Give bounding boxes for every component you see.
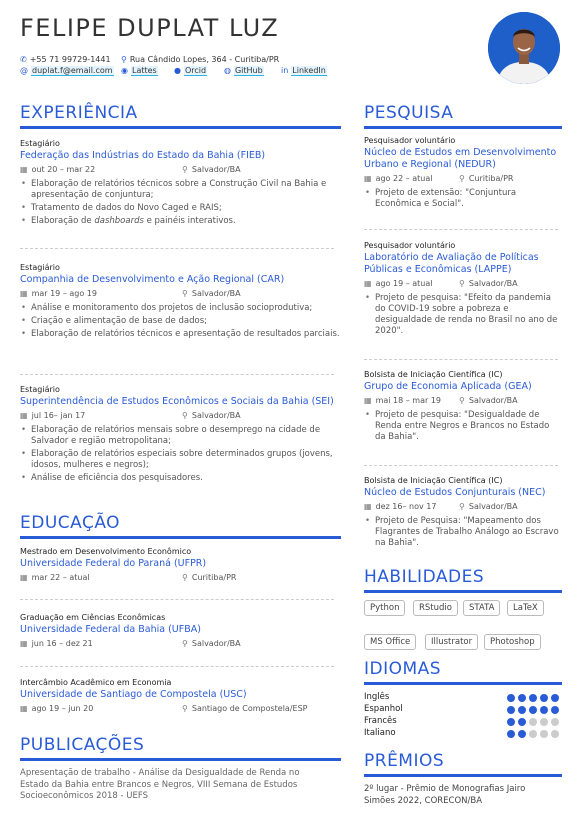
map-pin-icon: ⚲	[459, 279, 465, 288]
calendar-icon: ▦	[20, 289, 28, 298]
publication-text	[20, 768, 341, 803]
entry-bullets	[20, 425, 341, 484]
location-text: Salvador/BA	[468, 279, 518, 288]
entry-meta	[364, 395, 560, 407]
entry-meta	[20, 703, 341, 715]
github-link[interactable]	[224, 66, 264, 75]
map-pin-icon: ⚲	[459, 396, 465, 405]
level-dot-filled	[507, 706, 515, 714]
location-text: Curitiba/PR	[191, 573, 237, 582]
entry-org: Grupo de Economia Aplicada (GEA)	[364, 381, 532, 392]
awards-rule	[364, 774, 562, 777]
calendar-icon: ▦	[364, 502, 372, 511]
experience-entry	[20, 384, 341, 486]
language-level	[507, 706, 559, 714]
map-pin-icon: ⚲	[182, 411, 188, 420]
research-rule	[364, 126, 562, 129]
map-pin-icon: ⚲	[182, 289, 188, 298]
education-entry	[20, 677, 341, 715]
map-pin-icon: ⚲	[459, 502, 465, 511]
divider	[20, 599, 334, 600]
entry-date: mai 18 – mar 19	[375, 396, 441, 405]
map-pin-icon: ⚲	[182, 165, 188, 174]
bullet: • Criação e alimentação de base de dados;	[31, 316, 341, 327]
entry-org: Núcleo de Estudos em Desenvolvimento Urbano e Regional (NEDUR)	[364, 147, 557, 170]
experience-rule	[20, 126, 341, 129]
education-title: EDUCAÇÃO	[20, 513, 121, 533]
awards-title: PRÊMIOS	[364, 751, 445, 771]
github-text[interactable]: GitHub	[234, 66, 263, 75]
divider	[20, 666, 334, 667]
location-text: Salvador/BA	[191, 289, 241, 298]
entry-org: Universidade Federal da Bahia (UFBA)	[20, 624, 201, 635]
entry-role: Intercâmbio Acadêmico em Economia	[20, 678, 172, 687]
languages-rule	[364, 682, 562, 685]
location-text: Salvador/BA	[191, 411, 241, 420]
level-dot-filled	[551, 706, 559, 714]
github-icon: ◍	[224, 66, 231, 75]
research-entry	[364, 135, 560, 212]
level-dot-empty	[551, 718, 559, 726]
location-text: Salvador/BA	[468, 502, 518, 511]
bullet: • Elaboração de relatórios especiais sobre determinados grupos (jovens, idosos, mulheres e negros);	[31, 449, 341, 471]
linkedin-link[interactable]	[281, 66, 327, 75]
entry-org: Companhia de Desenvolvimento e Ação Regional (CAR)	[20, 274, 285, 285]
entry-location	[182, 703, 307, 715]
award-text	[364, 784, 562, 807]
language-name: Inglês	[364, 692, 390, 702]
location-text: Salvador/BA	[468, 396, 518, 405]
lattes-link[interactable]	[121, 66, 158, 75]
calendar-icon: ▦	[20, 704, 28, 713]
entry-meta	[20, 410, 341, 422]
divider	[364, 359, 558, 360]
entry-location	[459, 278, 518, 290]
orcid-text[interactable]: Orcid	[184, 66, 207, 75]
calendar-icon: ▦	[364, 174, 372, 183]
map-pin-icon: ⚲	[182, 573, 188, 582]
entry-meta	[20, 638, 341, 650]
avatar-illustration	[488, 12, 560, 84]
entry-org: Superintendência de Estudos Econômicos e Sociais da Bahia (SEI)	[20, 396, 334, 407]
experience-title: EXPERIÊNCIA	[20, 103, 138, 123]
phone	[20, 55, 111, 64]
level-dot-empty	[551, 730, 559, 738]
skill-tag: MS Office	[364, 634, 416, 650]
level-dot-filled	[518, 694, 526, 702]
lattes-text[interactable]: Lattes	[131, 66, 157, 75]
entry-bullets	[364, 410, 560, 443]
entry-role: Graduação em Ciências Econômicas	[20, 613, 166, 622]
bullet: • Elaboração de relatórios mensais sobre o desemprego na cidade de Salvador e região metropolitana;	[31, 425, 341, 447]
skill-tag: Photoshop	[484, 634, 541, 650]
education-entry	[20, 612, 341, 650]
entry-role: Estagiário	[20, 139, 60, 148]
entry-meta	[364, 173, 560, 185]
divider	[364, 465, 558, 466]
entry-bullets	[364, 188, 560, 210]
divider	[20, 374, 334, 375]
bullet: • Tratamento de dados do Novo Caged e RAIS;	[31, 203, 341, 214]
publication-line: Estado da Bahia entre Brancos e Negros, VIII Semana de Estudos	[20, 779, 298, 790]
entry-location	[459, 395, 518, 407]
calendar-icon: ▦	[364, 279, 372, 288]
profile-photo	[488, 12, 560, 84]
research-entry	[364, 369, 560, 445]
skill-tag: Illustrator	[425, 634, 478, 650]
divider	[364, 229, 558, 230]
language-name: Espanhol	[364, 704, 403, 714]
map-pin-icon: ⚲	[121, 55, 127, 64]
languages-title: IDIOMAS	[364, 659, 442, 679]
entry-org: Universidade de Santiago de Compostela (USC)	[20, 689, 247, 700]
bullet: • Elaboração de relatórios técnicos e apresentação de resultados parciais.	[31, 329, 341, 340]
map-pin-icon: ⚲	[182, 639, 188, 648]
skill-tag: LaTeX	[507, 600, 544, 616]
skill-tag: RStudio	[413, 600, 458, 616]
publications-rule	[20, 758, 341, 761]
skill-tag: STATA	[463, 600, 500, 616]
entry-date: jul 16– jan 17	[31, 411, 86, 420]
level-dot-filled	[507, 730, 515, 738]
level-dot-empty	[529, 730, 537, 738]
language-name: Francês	[364, 716, 397, 726]
entry-location	[459, 173, 513, 185]
entry-meta	[20, 288, 341, 300]
language-name: Italiano	[364, 728, 396, 738]
bullet: • Análise e monitoramento dos projetos de inclusão socioprodutiva;	[31, 303, 341, 314]
divider	[20, 248, 334, 249]
bullet: • Projeto de pesquisa: "Efeito da pandemia do COVID-19 sobre a pobreza e desigualdade de renda no Brasil no ano de 2020".	[375, 293, 560, 337]
entry-date: ago 19 – atual	[375, 279, 433, 288]
level-dot-empty	[529, 718, 537, 726]
email-link[interactable]	[20, 66, 114, 75]
level-dot-filled	[518, 730, 526, 738]
entry-date: dez 16– nov 17	[375, 502, 437, 511]
address-text: Rua Cândido Lopes, 364 - Curitiba/PR	[129, 55, 280, 64]
level-dot-filled	[507, 694, 515, 702]
bullet: • Elaboração de relatórios técnicos sobre a Construção Civil na Bahia e apresentação de conjuntura;	[31, 179, 341, 201]
level-dot-filled	[529, 706, 537, 714]
location-text: Salvador/BA	[191, 639, 241, 648]
entry-date: mar 19 – ago 19	[31, 289, 97, 298]
level-dot-filled	[518, 718, 526, 726]
orcid-icon: ●	[174, 66, 181, 75]
at-icon: @	[20, 66, 28, 75]
skills-title: HABILIDADES	[364, 567, 485, 587]
map-pin-icon: ⚲	[459, 174, 465, 183]
bullet: • Projeto de Pesquisa: "Mapeamento dos Flagrantes de Trabalho Análogo ao Escravo na Bahia".	[375, 516, 560, 549]
bullet: • Projeto de pesquisa: "Desigualdade de Renda entre Negros e Brancos no Estado da Bahia".	[375, 410, 560, 443]
entry-date: out 20 – mar 22	[31, 165, 96, 174]
level-dot-empty	[540, 718, 548, 726]
entry-bullets	[20, 179, 341, 227]
entry-location	[459, 501, 518, 513]
bullet: • Projeto de extensão: "Conjuntura Econômica e Social".	[375, 188, 560, 210]
entry-meta	[364, 501, 560, 513]
entry-role: Bolsista de Iniciação Científica (IC)	[364, 476, 503, 485]
calendar-icon: ▦	[20, 165, 28, 174]
language-level	[507, 694, 559, 702]
level-dot-filled	[540, 694, 548, 702]
phone-icon: ✆	[20, 55, 27, 64]
publication-line: Socioeconômicos 2018 - UEFS	[20, 791, 148, 801]
research-entry	[364, 240, 560, 339]
candidate-name: FELIPE DUPLAT LUZ	[20, 14, 280, 42]
calendar-icon: ▦	[20, 573, 28, 582]
entry-role: Estagiário	[20, 263, 60, 272]
entry-location	[182, 410, 241, 422]
level-dot-filled	[507, 718, 515, 726]
award-line: Simões 2022, CORECON/BA	[364, 795, 483, 806]
language-level	[507, 718, 559, 726]
map-pin-icon: ⚲	[182, 704, 188, 713]
linkedin-icon: in	[281, 66, 289, 75]
entry-org: Universidade Federal do Paraná (UFPR)	[20, 558, 207, 569]
level-dot-empty	[540, 730, 548, 738]
phone-text: +55 71 99729-1441	[29, 55, 111, 64]
entry-date: jun 16 – dez 21	[31, 639, 93, 648]
entry-date: mar 22 – atual	[31, 573, 90, 582]
publications-title: PUBLICAÇÕES	[20, 735, 145, 755]
level-dot-filled	[540, 706, 548, 714]
research-title: PESQUISA	[364, 103, 454, 123]
entry-location	[182, 572, 236, 584]
linkedin-text[interactable]: LinkedIn	[292, 66, 326, 75]
address	[121, 55, 279, 64]
email-text[interactable]: duplat.f@email.com	[32, 66, 113, 75]
entry-role: Pesquisador voluntário	[364, 136, 456, 145]
orcid-link[interactable]	[174, 66, 207, 75]
lattes-icon: ◉	[121, 66, 128, 75]
location-text: Curitiba/PR	[468, 174, 514, 183]
calendar-icon: ▦	[20, 411, 28, 420]
education-rule	[20, 536, 341, 539]
entry-date: ago 19 – jun 20	[31, 704, 94, 713]
entry-bullets	[364, 516, 560, 549]
entry-meta	[20, 572, 341, 584]
award-line: 2º lugar - Prêmio de Monografias Jairo	[364, 784, 526, 794]
level-dot-filled	[518, 706, 526, 714]
location-text: Salvador/BA	[191, 165, 241, 174]
level-dot-filled	[551, 694, 559, 702]
entry-org: Laboratório de Avaliação de Políticas Públicas e Econômicas (LAPPE)	[364, 252, 539, 275]
experience-entry	[20, 262, 341, 342]
entry-bullets	[364, 293, 560, 337]
publication-line: Apresentação de trabalho - Análise da Desigualdade de Renda no	[20, 768, 300, 778]
bullet: • Análise de eficiência dos pesquisadores.	[31, 473, 341, 484]
level-dot-filled	[529, 694, 537, 702]
location-text: Santiago de Compostela/ESP	[191, 704, 308, 713]
entry-role: Mestrado em Desenvolvimento Econômico	[20, 547, 192, 556]
entry-org: Federação das Indústrias do Estado da Bahia (FIEB)	[20, 150, 266, 161]
entry-date: ago 22 – atual	[375, 174, 433, 183]
entry-role: Estagiário	[20, 385, 60, 394]
research-entry	[364, 475, 560, 551]
entry-bullets	[20, 303, 341, 340]
entry-meta	[364, 278, 560, 290]
entry-role: Pesquisador voluntário	[364, 241, 456, 250]
education-entry	[20, 546, 341, 584]
calendar-icon: ▦	[364, 396, 372, 405]
entry-location	[182, 638, 241, 650]
calendar-icon: ▦	[20, 639, 28, 648]
entry-org: Núcleo de Estudos Conjunturais (NEC)	[364, 487, 546, 498]
skill-tag: Python	[364, 600, 405, 616]
language-level	[507, 730, 559, 738]
skills-rule	[364, 590, 562, 593]
entry-location	[182, 164, 241, 176]
entry-meta	[20, 164, 341, 176]
bullet: • Elaboração de dashboards e painéis interativos.	[31, 216, 341, 227]
experience-entry	[20, 138, 341, 229]
entry-location	[182, 288, 241, 300]
entry-role: Bolsista de Iniciação Científica (IC)	[364, 370, 503, 379]
